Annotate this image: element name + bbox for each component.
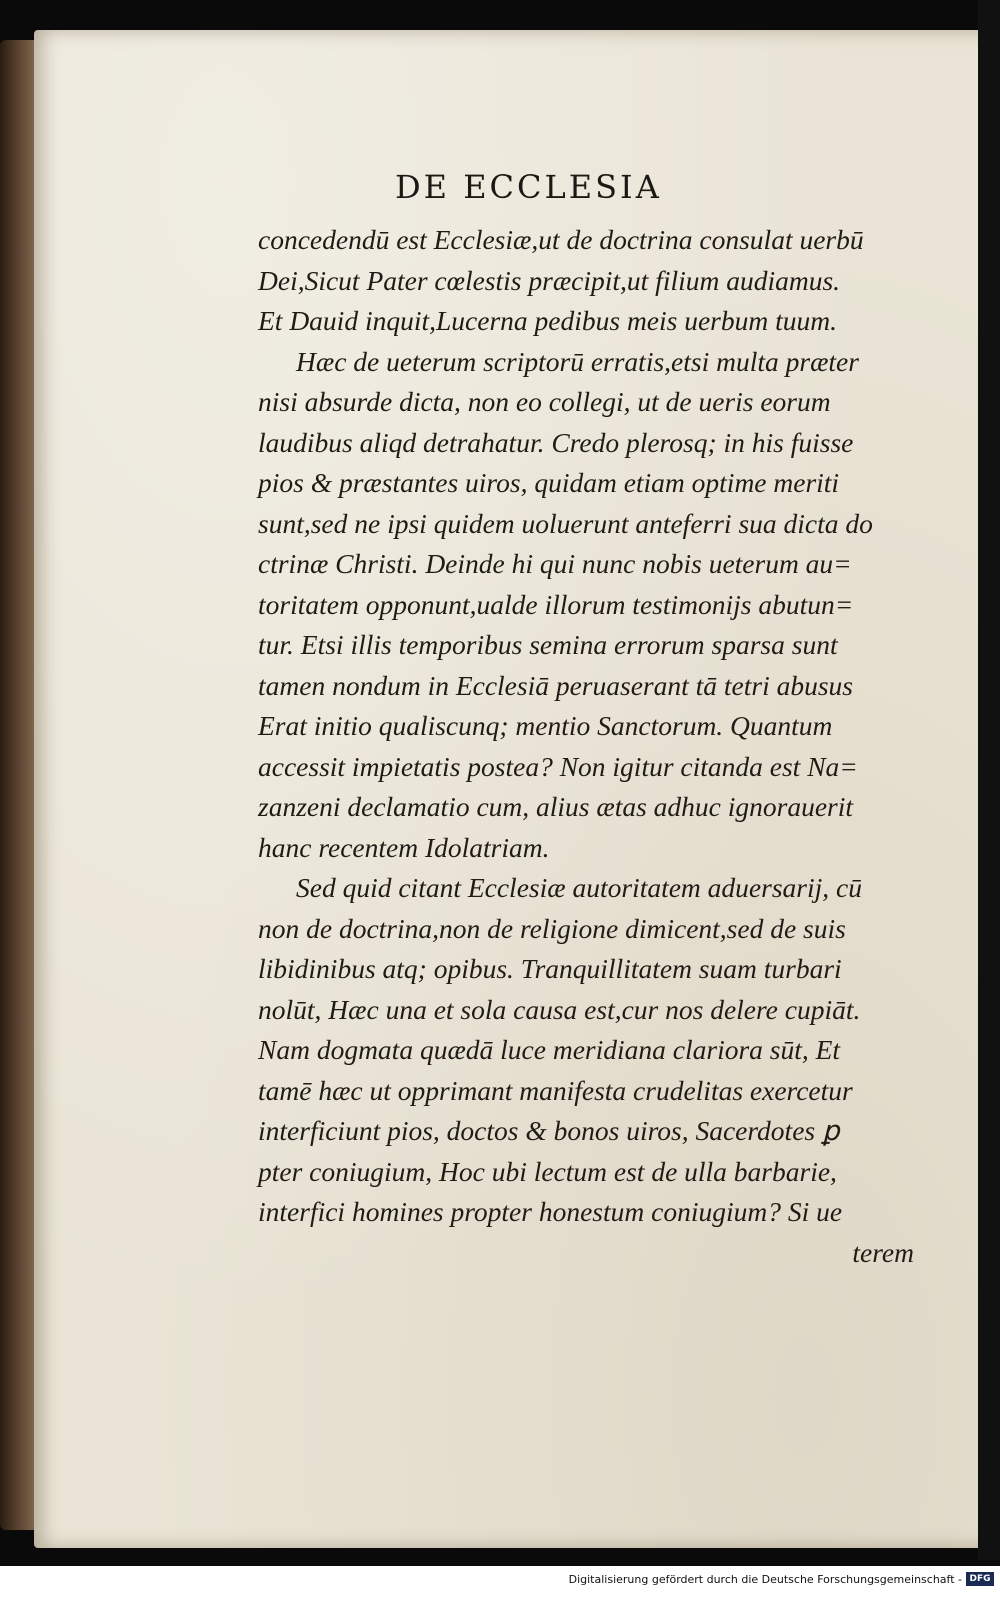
scan-border [978, 0, 1000, 1560]
text-line: Dei,Sicut Pater cœlestis præcipit,ut filium audiamus. [258, 264, 841, 296]
funding-credit: Digitalisierung gefördert durch die Deutsche Forschungsgemeinschaft - [568, 1573, 962, 1586]
text-line: Et Dauid inquit,Lucerna pedibus meis uerbum tuum. [258, 305, 837, 336]
text-line: ctrinæ Christi. Deinde hi qui nunc nobis ueterum au= [258, 548, 852, 579]
text-line: Nam dogmata quædā luce meridiana clariora sūt, Et [258, 1034, 841, 1065]
text-line: Hæc de ueterum scriptorū erratis,etsi multa præter [296, 345, 859, 377]
text-line: Erat initio qualiscunq; mentio Sanctorum. Quantum [258, 710, 833, 741]
text-block [258, 220, 926, 1273]
text-line: nisi absurde dicta, non eo collegi, ut de ueris eorum [258, 386, 831, 417]
text-line: laudibus aliqd detrahatur. Credo plerosq; in his fuisse [258, 426, 854, 458]
text-line: tamen nondum in Ecclesiā peruaserant tā tetri abusus [258, 669, 854, 701]
footer-bar [0, 1566, 1000, 1597]
text-line: libidinibus atq; opibus. Tranquillitatem suam turbari [258, 953, 842, 984]
text-line: pios & præstantes uiros, quidam etiam optime meriti [258, 467, 840, 498]
text-line: concedendū est Ecclesiæ,ut de doctrina consulat uerbū [258, 224, 864, 255]
text-line: Sed quid citant Ecclesiæ autoritatem aduersarij, cū [296, 872, 862, 903]
catchword: terem [852, 1236, 914, 1268]
text-line: non de doctrina,non de religione dimicent,sed de suis [258, 912, 846, 944]
text-line: hanc recentem Idolatriam. [258, 831, 550, 863]
text-line: tamē hæc ut opprimant manifesta crudelitas exercetur [258, 1074, 853, 1106]
text-line: accessit impietatis postea? Non igitur citanda est Na= [258, 750, 858, 782]
text-line: interfici homines propter honestum coniugium? Si ue [258, 1196, 843, 1227]
running-head: DE ECCLESIA [395, 168, 662, 206]
text-line: interficiunt pios, doctos & bonos uiros, Sacerdotes ꝑ [258, 1115, 840, 1146]
text-line: zanzeni declamatio cum, alius ætas adhuc ignorauerit [258, 791, 854, 822]
text-line: sunt,sed ne ipsi quidem uoluerunt anteferri sua dicta do [258, 507, 873, 539]
text-line: nolūt, Hæc una et sola causa est,cur nos delere cupiāt. [258, 993, 861, 1025]
text-line: tur. Etsi illis temporibus semina errorum sparsa sunt [258, 629, 838, 660]
text-line: pter coniugium, Hoc ubi lectum est de ulla barbarie, [258, 1155, 837, 1187]
dfg-logo: DFG [966, 1572, 994, 1586]
text-line: toritatem opponunt,ualde illorum testimonijs abutun= [258, 588, 854, 620]
